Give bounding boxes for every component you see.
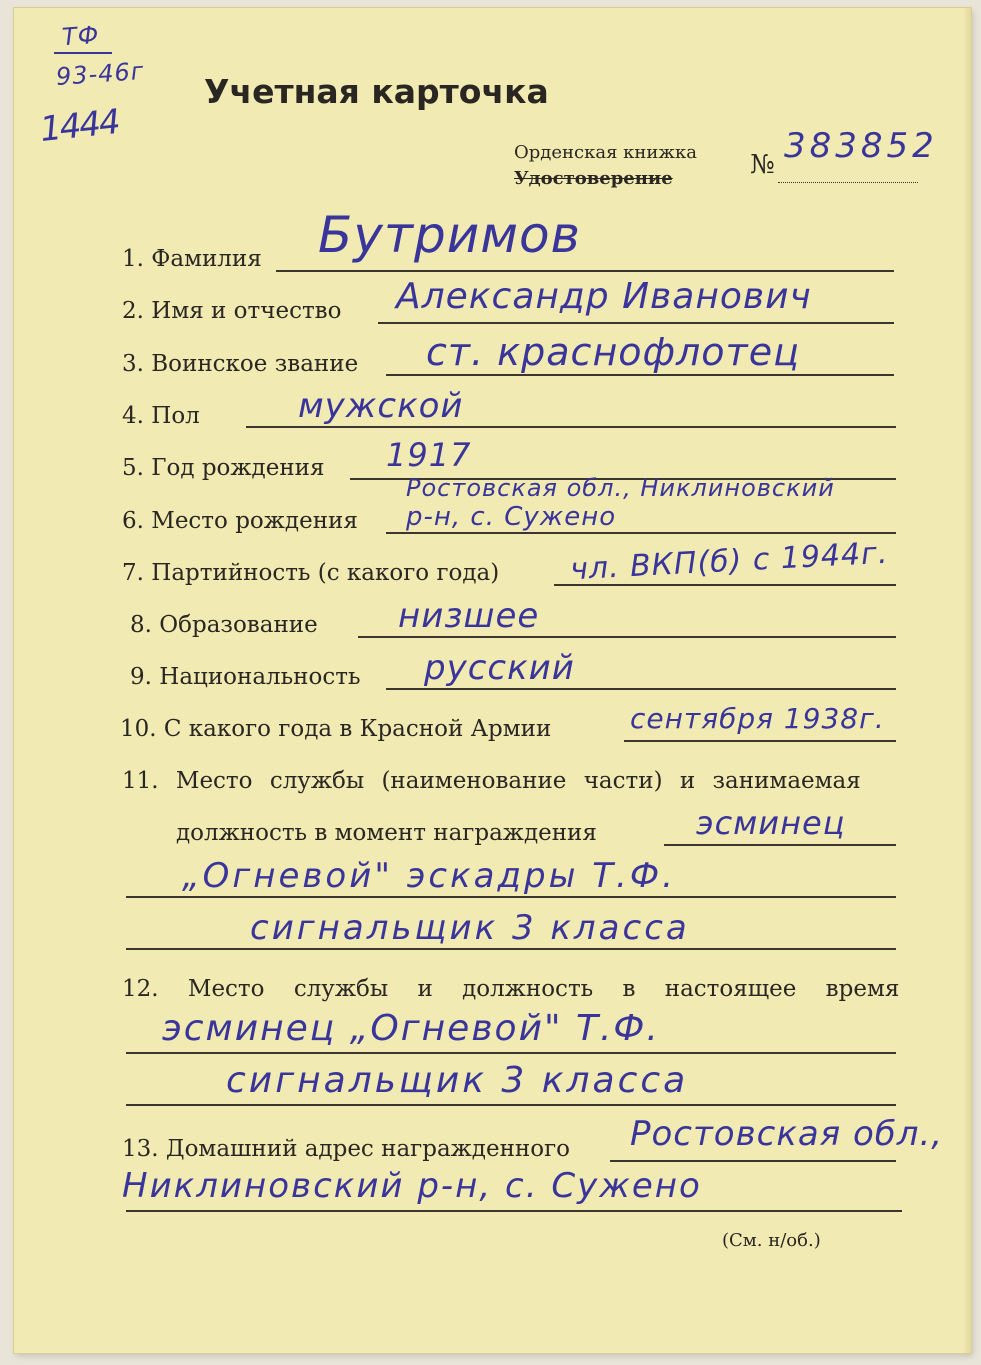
field-9-label xyxy=(130,664,360,690)
home-address-value-2: Никлиновский р-н, с. Сужено xyxy=(122,1166,702,1206)
field-8-number: 8. xyxy=(130,612,152,638)
margin-note-3: 1444 xyxy=(38,102,121,150)
field-10-line xyxy=(624,740,896,742)
field-11-label xyxy=(122,768,861,794)
field-2-line xyxy=(378,322,894,324)
number-underline xyxy=(778,182,918,183)
see-reverse-note: (См. н/об.) xyxy=(722,1230,821,1251)
doc-type-certificate: Удостоверение xyxy=(514,168,673,189)
party-value: чл. ВКП(б) с 1944г. xyxy=(569,535,890,588)
field-7-number: 7. xyxy=(122,560,144,586)
field-2-text: Имя и отчество xyxy=(151,298,342,324)
field-4-number: 4. xyxy=(122,403,144,429)
record-card xyxy=(14,8,971,1353)
field-12-number: 12. xyxy=(122,976,159,1002)
home-address-value-1: Ростовская обл., xyxy=(630,1114,944,1154)
field-8-label xyxy=(130,612,318,638)
field-12-text: Место службы и должность в настоящее время xyxy=(187,976,900,1002)
field-11-line-3 xyxy=(126,948,896,950)
field-11-line-2 xyxy=(126,896,896,898)
page-title: Учетная карточка xyxy=(204,72,549,111)
field-10-text: С какого года в Красной Армии xyxy=(163,716,552,742)
field-5-number: 5. xyxy=(122,455,144,481)
field-10-number: 10. xyxy=(120,716,157,742)
field-1-line xyxy=(276,270,894,272)
service-at-award-value-3: сигнальщик 3 класса xyxy=(250,908,690,948)
field-4-line xyxy=(246,426,896,428)
margin-note-2: 93-46г xyxy=(55,56,146,92)
field-5-label xyxy=(122,455,324,481)
name-patronymic-value: Александр Иванович xyxy=(396,276,812,317)
field-2-label xyxy=(122,298,341,324)
field-4-text: Пол xyxy=(151,403,200,429)
number-label: № xyxy=(750,150,775,180)
service-at-award-value-1: эсминец xyxy=(696,804,846,842)
field-2-number: 2. xyxy=(122,298,144,324)
sex-value: мужской xyxy=(298,386,464,426)
field-12-label xyxy=(122,976,899,1002)
field-4-label xyxy=(122,403,200,429)
field-13-text: Домашний адрес награжденного xyxy=(165,1136,570,1162)
field-13-line-2 xyxy=(126,1210,902,1212)
birthplace-value-line2: р-н, с. Сужено xyxy=(406,502,617,532)
field-12-line-2 xyxy=(126,1104,896,1106)
field-12-line-1 xyxy=(126,1052,896,1054)
field-3-label xyxy=(122,351,358,377)
field-6-number: 6. xyxy=(122,508,144,534)
order-book-number: 383852 xyxy=(784,126,938,166)
field-13-label xyxy=(122,1136,570,1162)
field-3-line xyxy=(386,374,894,376)
surname-value: Бутримов xyxy=(318,206,582,264)
field-9-number: 9. xyxy=(130,664,152,690)
nationality-value: русский xyxy=(424,648,575,688)
field-9-text: Национальность xyxy=(159,664,361,690)
field-11-text: Место службы (наименование части) и занимаемая xyxy=(175,768,861,794)
current-service-value-1: эсминец „Огневой" Т.Ф. xyxy=(162,1008,660,1049)
field-1-label xyxy=(122,246,262,272)
margin-note-underline xyxy=(54,52,112,54)
field-3-number: 3. xyxy=(122,351,144,377)
service-at-award-value-2: „Огневой" эскадры Т.Ф. xyxy=(182,856,676,896)
current-service-value-2: сигнальщик 3 класса xyxy=(226,1060,689,1101)
military-rank-value: ст. краснофлотец xyxy=(426,330,800,374)
field-13-line-1 xyxy=(610,1160,896,1162)
field-6-line xyxy=(386,532,896,534)
education-value: низшее xyxy=(398,596,540,636)
field-7-label xyxy=(122,560,499,586)
field-8-text: Образование xyxy=(159,612,318,638)
margin-note-1: ТФ xyxy=(61,20,101,52)
birthplace-value-line1: Ростовская обл., Никлиновский xyxy=(406,474,835,502)
field-1-number: 1. xyxy=(122,246,144,272)
field-10-label xyxy=(120,716,551,742)
field-1-text: Фамилия xyxy=(151,246,262,272)
field-11-number: 11. xyxy=(122,768,159,794)
field-6-label xyxy=(122,508,358,534)
birth-year-value: 1917 xyxy=(386,436,472,474)
field-3-text: Воинское звание xyxy=(151,351,359,377)
paper-edge xyxy=(963,8,971,1353)
field-8-line xyxy=(358,636,896,638)
army-since-value: сентября 1938г. xyxy=(630,702,885,735)
field-11-label-line2: должность в момент награждения xyxy=(176,820,597,846)
field-6-text: Место рождения xyxy=(151,508,358,534)
field-11-line-1 xyxy=(664,844,896,846)
doc-type-order-book: Орденская книжка xyxy=(514,142,697,163)
field-7-text: Партийность (с какого года) xyxy=(151,560,500,586)
field-9-line xyxy=(386,688,896,690)
field-13-number: 13. xyxy=(122,1136,159,1162)
field-5-text: Год рождения xyxy=(151,455,325,481)
